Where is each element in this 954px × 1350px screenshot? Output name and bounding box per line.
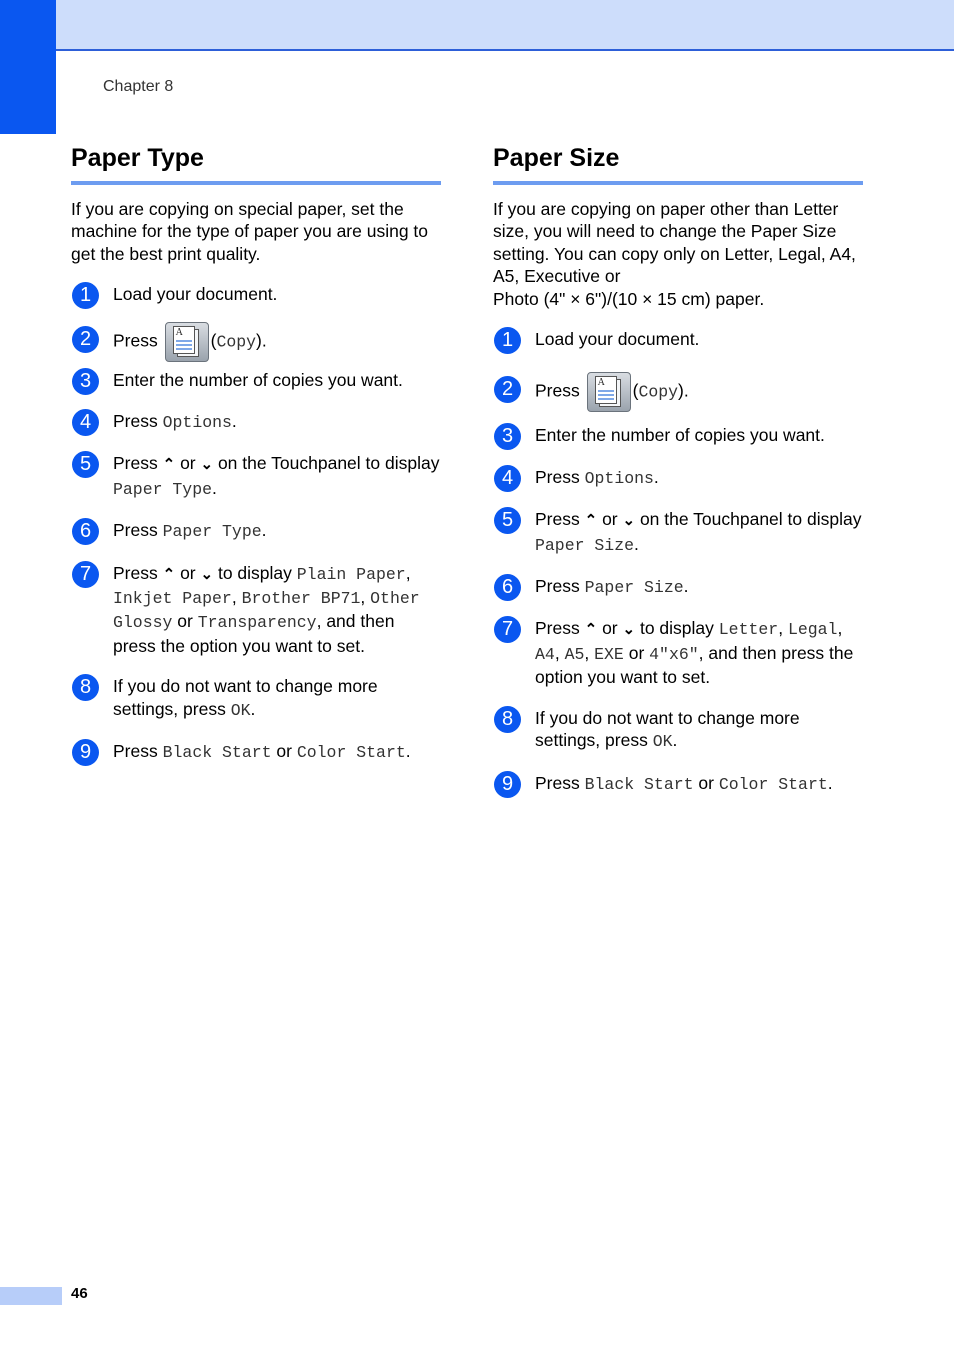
down-arrow-icon: ⌄ [200, 565, 214, 583]
step-9: 9 Press Black Start or Color Start. [493, 772, 863, 796]
step-4: 4 Press Options. [71, 410, 441, 434]
step-number: 2 [72, 326, 99, 353]
chapter-tab [0, 0, 56, 134]
up-arrow-icon: ⌃ [584, 512, 598, 530]
step-number: 8 [72, 674, 99, 701]
step-8: 8 If you do not want to change more settings, press OK. [71, 675, 441, 722]
step-number: 4 [72, 409, 99, 436]
step-number: 3 [494, 423, 521, 450]
step-number: 8 [494, 706, 521, 733]
copy-button-icon: A [165, 322, 209, 362]
step-number: 2 [494, 376, 521, 403]
footer-band [0, 1287, 62, 1305]
step-3: 3 Enter the number of copies you want. [71, 369, 441, 391]
copy-button-icon: A [587, 372, 631, 412]
step-number: 5 [72, 451, 99, 478]
down-arrow-icon: ⌄ [622, 621, 636, 639]
step-number: 7 [72, 561, 99, 588]
step-5: 5 Press ⌃ or ⌄ on the Touchpanel to display Paper Size. [493, 508, 863, 557]
up-arrow-icon: ⌃ [162, 565, 176, 583]
step-number: 6 [72, 518, 99, 545]
step-1: 1 Load your document. [71, 283, 441, 305]
step-6: 6 Press Paper Type. [71, 519, 441, 543]
step-number: 5 [494, 507, 521, 534]
paper-size-section [493, 143, 863, 796]
step-5: 5 Press ⌃ or ⌄ on the Touchpanel to display Paper Type. [71, 452, 441, 501]
chapter-label: Chapter 8 [103, 78, 174, 95]
step-7: 7 Press ⌃ or ⌄ to display Plain Paper, Inkjet Paper, Brother BP71, Other Glossy or Transparency, and then press the option you want to set. [71, 562, 441, 658]
up-arrow-icon: ⌃ [162, 456, 176, 474]
step-1: 1 Load your document. [493, 328, 863, 350]
section-title: Paper Size [493, 143, 863, 185]
step-2: 2 Press A (Copy). [493, 372, 863, 412]
step-6: 6 Press Paper Size. [493, 575, 863, 599]
step-number: 9 [494, 771, 521, 798]
paper-type-section [71, 143, 441, 765]
step-number: 1 [494, 327, 521, 354]
page-number: 46 [71, 1285, 88, 1302]
step-2: 2 Press A (Copy). [71, 322, 441, 362]
step-number: 9 [72, 739, 99, 766]
up-arrow-icon: ⌃ [584, 621, 598, 639]
down-arrow-icon: ⌄ [622, 512, 636, 530]
intro-text: If you are copying on special paper, set the machine for the type of paper you are using to get the best print quality. [71, 199, 429, 264]
step-7: 7 Press ⌃ or ⌄ to display Letter, Legal, A4, A5, EXE or 4"x6", and then press the option you want to set. [493, 617, 863, 688]
section-title: Paper Type [71, 143, 441, 185]
step-9: 9 Press Black Start or Color Start. [71, 740, 441, 764]
step-number: 3 [72, 368, 99, 395]
step-number: 1 [72, 282, 99, 309]
step-number: 7 [494, 616, 521, 643]
down-arrow-icon: ⌄ [200, 456, 214, 474]
step-8: 8 If you do not want to change more settings, press OK. [493, 707, 863, 754]
step-number: 6 [494, 574, 521, 601]
step-3: 3 Enter the number of copies you want. [493, 424, 863, 446]
header-band [0, 0, 954, 51]
step-4: 4 Press Options. [493, 466, 863, 490]
intro-text: If you are copying on paper other than Letter size, you will need to change the Paper Size setting. You can copy only on Letter, Legal, A4, A5, Executive or Photo (4" × 6")/(10 × 15 cm) paper. [493, 199, 856, 309]
step-number: 4 [494, 465, 521, 492]
